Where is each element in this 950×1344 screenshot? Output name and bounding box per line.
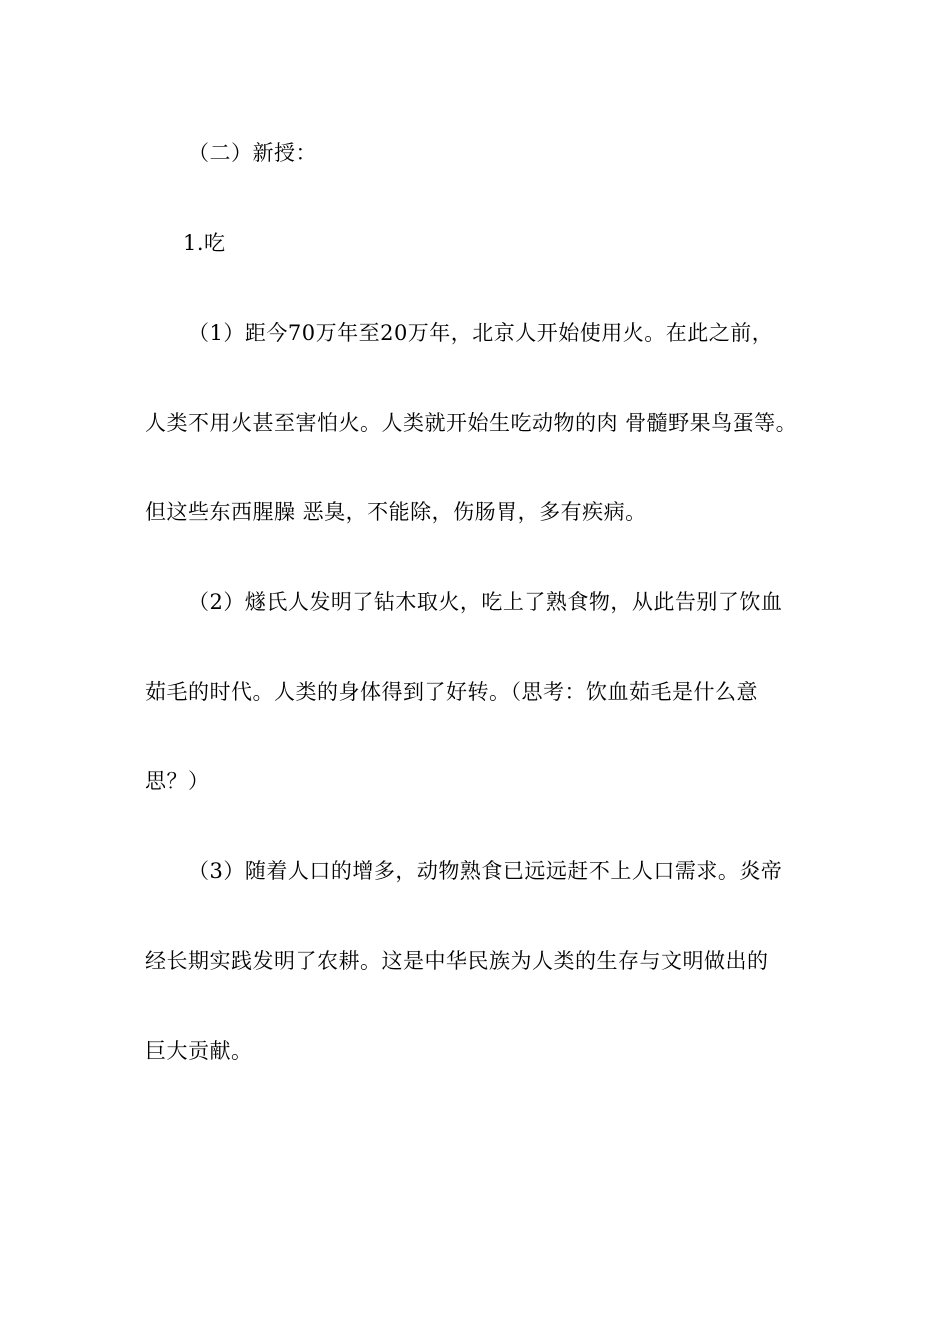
paragraph-line: （3）随着人口的增多，动物熟食已远远赶不上人口需求。炎帝 <box>188 859 783 883</box>
subheading: 1.吃 <box>183 231 226 255</box>
paragraph-line: 经长期实践发明了农耕。这是中华民族为人类的生存与文明做出的 <box>145 949 769 973</box>
section-heading: （二）新授： <box>188 141 317 165</box>
paragraph-line: （1）距今70万年至20万年，北京人开始使用火。在此之前， <box>188 321 774 345</box>
paragraph-line: 巨大贡献。 <box>145 1039 253 1063</box>
paragraph-line: 茹毛的时代。人类的身体得到了好转。（思考：饮血茹毛是什么意 <box>145 680 758 704</box>
paragraph-line: 但这些东西腥臊 恶臭，不能除，伤肠胃，多有疾病。 <box>145 500 647 524</box>
paragraph-line: 人类不用火甚至害怕火。人类就开始生吃动物的肉 骨髓野果鸟蛋等。 <box>145 411 798 435</box>
paragraph-line: 思？） <box>145 769 210 793</box>
paragraph-line: （2）燧氏人发明了钻木取火，吃上了熟食物，从此告别了饮血 <box>188 590 783 614</box>
